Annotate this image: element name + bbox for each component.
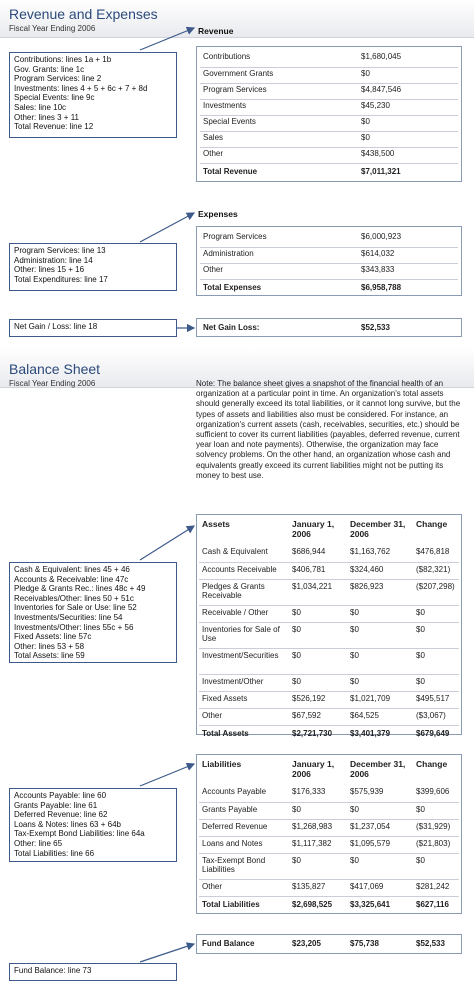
assets-cell: $0	[347, 622, 413, 648]
liabilities-arrow	[140, 764, 194, 786]
assets-cell: Investment/Other	[199, 674, 289, 691]
fund-balance-cell: Fund Balance	[202, 939, 255, 948]
assets-cell: ($207,298)	[413, 579, 459, 605]
revenue-total-label: Total Revenue	[203, 166, 258, 176]
liabilities-total-cell: Total Liabilities	[202, 899, 260, 909]
assets-cell: $0	[289, 622, 347, 648]
assets-cell: Pledges & Grants Receivable	[199, 579, 289, 605]
revenue-row-label: Program Services	[200, 83, 358, 99]
liabilities-cell: Loans and Notes	[199, 836, 289, 853]
assets-cell: $686,944	[289, 545, 347, 562]
note-line: Pledge & Grants Rec.: lines 48c + 49	[14, 584, 146, 594]
revenue-row-label: Contributions	[200, 51, 358, 67]
revenue-row-label: Government Grants	[200, 67, 358, 83]
liabilities-cell: $1,095,579	[347, 836, 413, 853]
liabilities-header-cell: December 31, 2006	[350, 759, 406, 779]
expense-row-value: $343,833	[358, 263, 458, 279]
assets-cell: $0	[347, 674, 413, 691]
assets-cell: Other	[199, 708, 289, 725]
liabilities-cell: $1,237,054	[347, 819, 413, 836]
liabilities-cell: ($31,929)	[413, 819, 459, 836]
assets-cell: $1,034,221	[289, 579, 347, 605]
note-line: Other: line 65	[14, 838, 63, 848]
net-gain-label: Net Gain Loss:	[203, 323, 260, 332]
note-line: Investments/Other: lines 55c + 56	[14, 622, 134, 632]
assets-header-cell: January 1, 2006	[292, 519, 335, 539]
liabilities-total-cell: $2,698,525	[292, 899, 333, 909]
assets-cell: $0	[347, 605, 413, 622]
revenue-row-value: $0	[358, 67, 458, 83]
assets-cell: $324,460	[347, 562, 413, 579]
note-line: Other: lines 3 + 11	[14, 112, 79, 122]
expense-row-label: Program Services	[200, 231, 358, 247]
net-gain-value: $52,533	[361, 323, 390, 332]
revenue-row-label: Special Events	[200, 115, 358, 131]
expenses-heading: Expenses	[198, 209, 238, 219]
liabilities-cell: $1,268,983	[289, 819, 347, 836]
note-line: Accounts & Receivable: line 47c	[14, 574, 129, 584]
note-line: Investments: lines 4 + 5 + 6c + 7 + 8d	[14, 83, 148, 93]
balance-section-title: Balance Sheet	[9, 361, 101, 377]
revenue-row-value: $0	[358, 115, 458, 131]
liabilities-cell: $281,242	[413, 879, 459, 896]
note-line: Deferred Revenue: line 62	[14, 810, 108, 820]
assets-cell: Inventories for Sale of Use	[199, 622, 289, 648]
fund-arrow	[140, 944, 194, 962]
note-line: Total Expenditures: line 17	[14, 274, 108, 284]
assets-cell: $826,923	[347, 579, 413, 605]
assets-cell: Accounts Receivable	[199, 562, 289, 579]
note-line: Program Services: line 2	[14, 74, 102, 84]
assets-cell: $406,781	[289, 562, 347, 579]
assets-total-cell: $679,649	[416, 728, 450, 738]
expense-row-label: Administration	[200, 247, 358, 263]
revenue-row-label: Sales	[200, 131, 358, 147]
assets-header-cell: December 31, 2006	[350, 519, 406, 539]
liabilities-cell: Accounts Payable	[199, 785, 289, 802]
assets-cell: $1,021,709	[347, 691, 413, 708]
revenue-row-value: $0	[358, 131, 458, 147]
note-line: Fixed Assets: line 57c	[14, 632, 92, 642]
assets-cell: $0	[413, 622, 459, 648]
note-line: Other: lines 53 + 58	[14, 641, 85, 651]
assets-cell: $476,818	[413, 545, 459, 562]
revenue-section-title: Revenue and Expenses	[9, 6, 158, 22]
fund-balance-cell: $75,738	[350, 939, 379, 948]
liabilities-cell: $135,827	[289, 879, 347, 896]
liabilities-cell: $0	[347, 802, 413, 819]
balance-section-subtitle: Fiscal Year Ending 2006	[9, 379, 96, 388]
assets-total-cell: $3,401,379	[350, 728, 391, 738]
note-line: Cash & Equivalent: lines 45 + 46	[14, 565, 130, 574]
liabilities-cell: $0	[413, 802, 459, 819]
liabilities-cell: $399,606	[413, 785, 459, 802]
assets-cell: $495,517	[413, 691, 459, 708]
assets-cell: Investment/Securities	[199, 648, 289, 674]
expense-total-value: $6,958,788	[361, 282, 402, 292]
assets-cell: ($82,321)	[413, 562, 459, 579]
expense-row-value: $6,000,923	[358, 231, 458, 247]
assets-cell: $0	[289, 648, 347, 674]
note-line: Investments/Securities: line 54	[14, 612, 123, 622]
revenue-heading: Revenue	[198, 26, 234, 36]
assets-arrow	[140, 526, 194, 560]
liabilities-cell: Tax-Exempt Bond Liabilities	[199, 853, 289, 879]
liabilities-cell: $1,117,382	[289, 836, 347, 853]
revenue-row-label: Investments	[200, 99, 358, 115]
liabilities-cell: $575,939	[347, 785, 413, 802]
note-line: Contributions: lines 1a + 1b	[14, 55, 112, 64]
assets-cell: $0	[347, 648, 413, 674]
expense-row-value: $614,032	[358, 247, 458, 263]
assets-total-cell: Total Assets	[202, 728, 249, 738]
liabilities-header-cell: Liabilities	[202, 759, 242, 769]
note-line: Tax-Exempt Bond Liabilities: line 64a	[14, 829, 145, 839]
assets-cell: $0	[413, 648, 459, 674]
fund-balance-cell: $23,205	[292, 939, 321, 948]
assets-cell: $0	[289, 674, 347, 691]
note-line: Grants Payable: line 61	[14, 800, 98, 810]
liabilities-cell: Deferred Revenue	[199, 819, 289, 836]
note-line: Accounts Payable: line 60	[14, 791, 107, 800]
note-line: Loans & Notes: lines 63 + 64b	[14, 819, 121, 829]
expense-total-label: Total Expenses	[203, 282, 262, 292]
assets-header-cell: Assets	[202, 519, 230, 529]
liabilities-cell: $0	[289, 802, 347, 819]
liabilities-cell: $417,069	[347, 879, 413, 896]
note-line: Total Assets: line 59	[14, 651, 85, 661]
note-line: Administration: line 14	[14, 255, 93, 265]
note-line: Receivables/Other: lines 50 + 51c	[14, 593, 134, 603]
revenue-total-value: $7,011,321	[361, 166, 401, 176]
liabilities-cell: $0	[347, 853, 413, 879]
note-line: Total Liabilities: line 66	[14, 848, 95, 858]
assets-cell: Receivable / Other	[199, 605, 289, 622]
revenue-arrow	[140, 28, 194, 50]
note-line: Net Gain / Loss: line 18	[14, 322, 98, 331]
fund-balance-cell: $52,533	[416, 939, 445, 948]
revenue-row-label: Other	[200, 147, 358, 163]
assets-cell: $0	[413, 674, 459, 691]
assets-cell: $64,525	[347, 708, 413, 725]
note-line: Total Revenue: line 12	[14, 122, 94, 132]
liabilities-cell: ($21,803)	[413, 836, 459, 853]
assets-cell: $1,163,762	[347, 545, 413, 562]
note-line: Sales: line 10c	[14, 102, 67, 112]
note-line: Program Services: line 13	[14, 246, 106, 255]
liabilities-cell: $0	[289, 853, 347, 879]
note-line: Inventories for Sale or Use: line 52	[14, 603, 137, 613]
assets-cell: Cash & Equivalent	[199, 545, 289, 562]
revenue-row-value: $4,847,546	[358, 83, 458, 99]
expense-row-label: Other	[200, 263, 358, 279]
revenue-row-value: $438,500	[358, 147, 458, 163]
liabilities-cell: Other	[199, 879, 289, 896]
note-line: Other: lines 15 + 16	[14, 265, 85, 275]
liabilities-header-cell: Change	[416, 759, 448, 769]
assets-cell: $0	[413, 605, 459, 622]
revenue-section-subtitle: Fiscal Year Ending 2006	[9, 24, 96, 33]
assets-total-cell: $2,721,730	[292, 728, 333, 738]
balance-note-paragraph: Note: The balance sheet gives a snapshot of the financial health of an organization at a particular point in time. An organization's total assets should generally exceed its total liabilities, or it cannot long survive, but the types of assets and liabilities also must be considered. For instance, an organization's current assets (cash, receivables, securities, etc.) should be sufficient to cover its current liabilities (payables, deferred revenue, current year loan and note payments). Otherwise, the organization may face solvency problems. On the other hand, an organization whose cash and equivalents greatly exceed its current liabilities might not be putting its money to best use.	[196, 379, 461, 480]
liabilities-cell: $176,333	[289, 785, 347, 802]
liabilities-cell: $0	[413, 853, 459, 879]
revenue-row-value: $45,230	[358, 99, 458, 115]
note-line: Gov. Grants: line 1c	[14, 64, 85, 74]
liabilities-total-cell: $627,116	[416, 899, 449, 909]
liabilities-cell: Grants Payable	[199, 802, 289, 819]
liabilities-total-cell: $3,325,641	[350, 899, 391, 909]
assets-cell: ($3,067)	[413, 708, 459, 725]
expenses-arrow	[140, 213, 194, 242]
liabilities-header-cell: January 1, 2006	[292, 759, 335, 779]
assets-header-cell: Change	[416, 519, 448, 529]
assets-cell: $526,192	[289, 691, 347, 708]
assets-cell: Fixed Assets	[199, 691, 289, 708]
note-line: Fund Balance: line 73	[14, 966, 92, 975]
assets-cell: $67,592	[289, 708, 347, 725]
revenue-row-value: $1,680,045	[358, 51, 458, 67]
note-line: Special Events: line 9c	[14, 93, 95, 103]
assets-cell: $0	[289, 605, 347, 622]
